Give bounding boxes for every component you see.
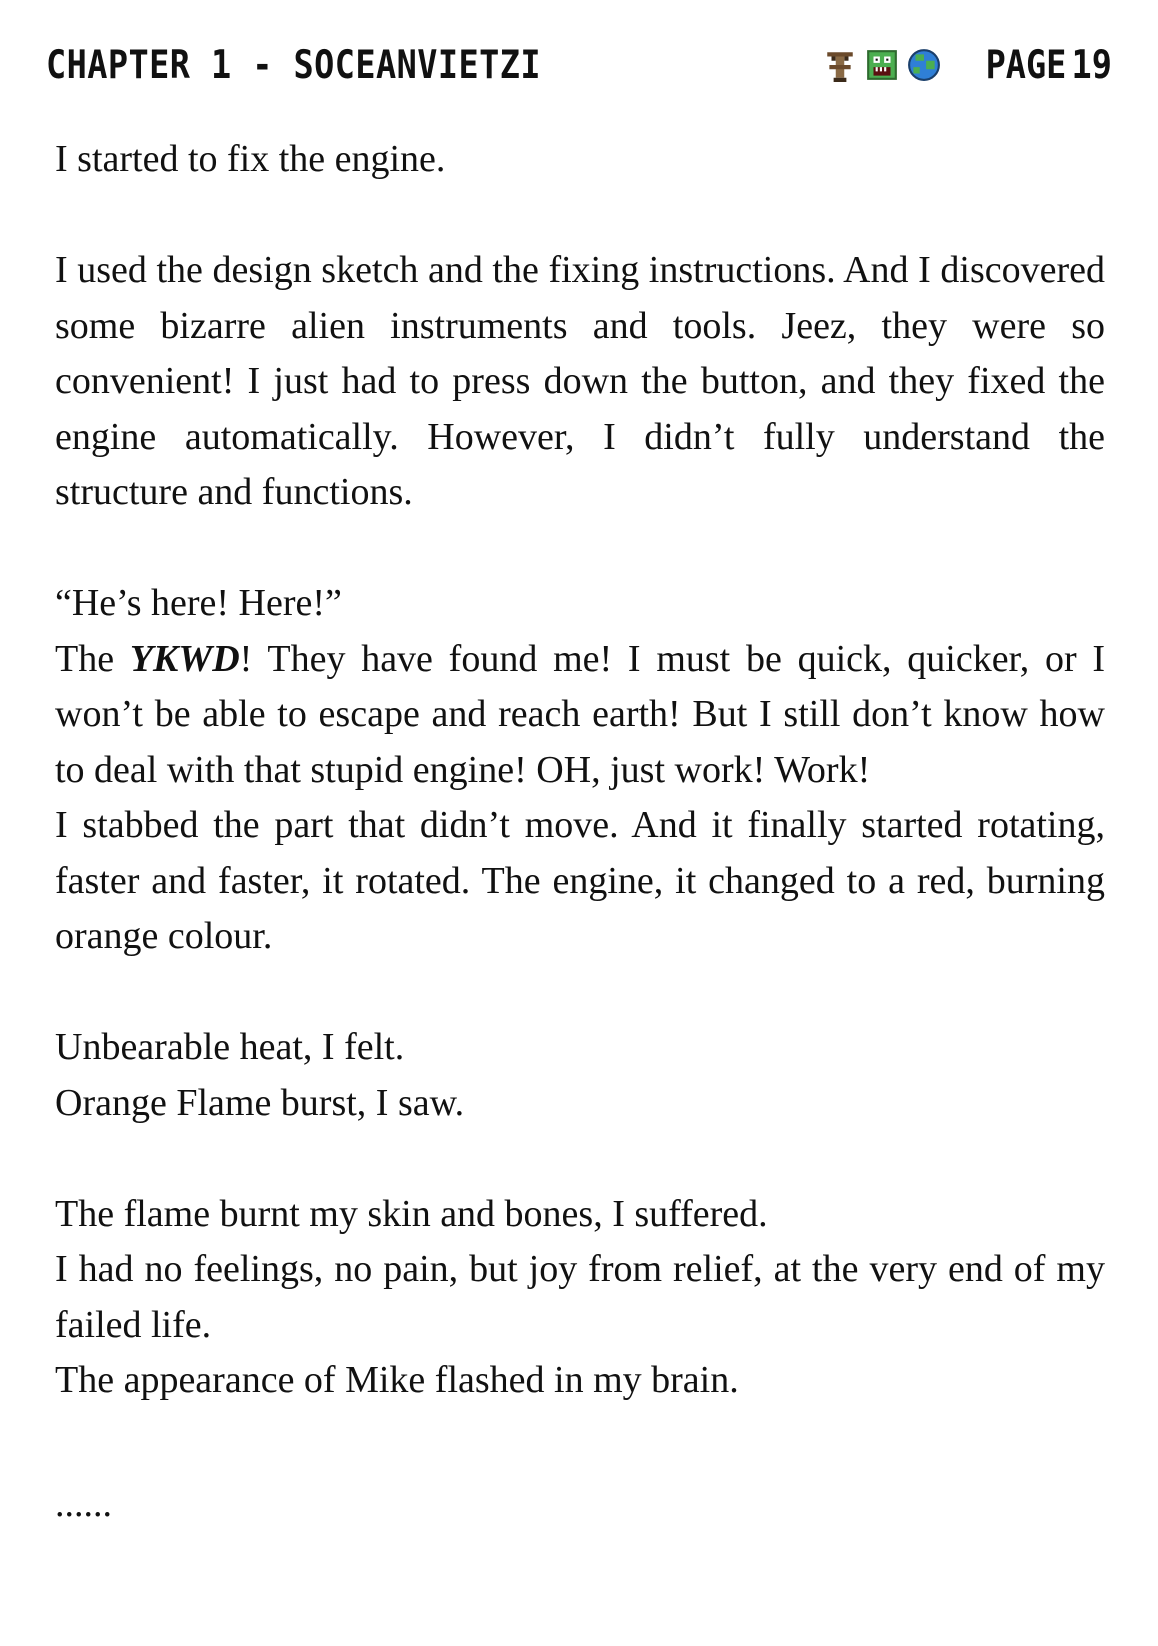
paragraph-stabbed: I stabbed the part that didn’t move. And it finally started rotating, faster and faster, it rotated. The engine, it changed to a red, burning orange colour. — [55, 804, 1105, 957]
page-number: 19 — [1071, 42, 1112, 88]
line-orange-flame: Orange Flame burst, I saw. — [55, 1081, 465, 1124]
ykwd-post: ! They have found me! I must be quick, quicker, or I won’t be able to escape and reach earth! But I still don’t know how to deal with that stupid engine! OH, just work! Work! — [55, 637, 1106, 791]
ykwd-pre: The — [55, 637, 130, 680]
paragraph-fix-engine: I started to fix the engine. — [55, 138, 446, 180]
page-body — [55, 132, 1105, 1532]
paragraph-design-sketch: I used the design sketch and the fixing instructions. And I discovered some bizarre alien instruments and tools. Jeez, they were so convenient! I just had to press down the button, and they fixed the engine automatically. However, I didn’t fully understand the structure and functions. — [55, 249, 1105, 513]
paragraph-ykwd — [55, 632, 1105, 799]
page-indicator — [986, 43, 1112, 88]
line-no-feelings: I had no feelings, no pain, but joy from relief, at the very end of my failed life. — [55, 1248, 1105, 1346]
pillar-totem-icon — [823, 48, 857, 82]
ykwd-emphasis: YKWD — [129, 637, 240, 680]
page-label: PAGE — [985, 42, 1067, 88]
earth-globe-icon — [907, 48, 941, 82]
ellipsis: ...... — [55, 1482, 112, 1525]
header-right — [823, 43, 1112, 88]
header-icons — [823, 48, 941, 82]
paragraph-quote: “He’s here! Here!” — [55, 582, 342, 624]
line-flame-burnt: The flame burnt my skin and bones, I suffered. — [55, 1192, 768, 1235]
line-unbearable-heat: Unbearable heat, I felt. — [55, 1026, 405, 1068]
green-monster-icon — [865, 48, 899, 82]
page-header — [46, 40, 1112, 90]
line-mike: The appearance of Mike flashed in my brain. — [55, 1359, 739, 1401]
chapter-title: CHAPTER 1 - SOCEANVIETZI — [46, 42, 541, 88]
